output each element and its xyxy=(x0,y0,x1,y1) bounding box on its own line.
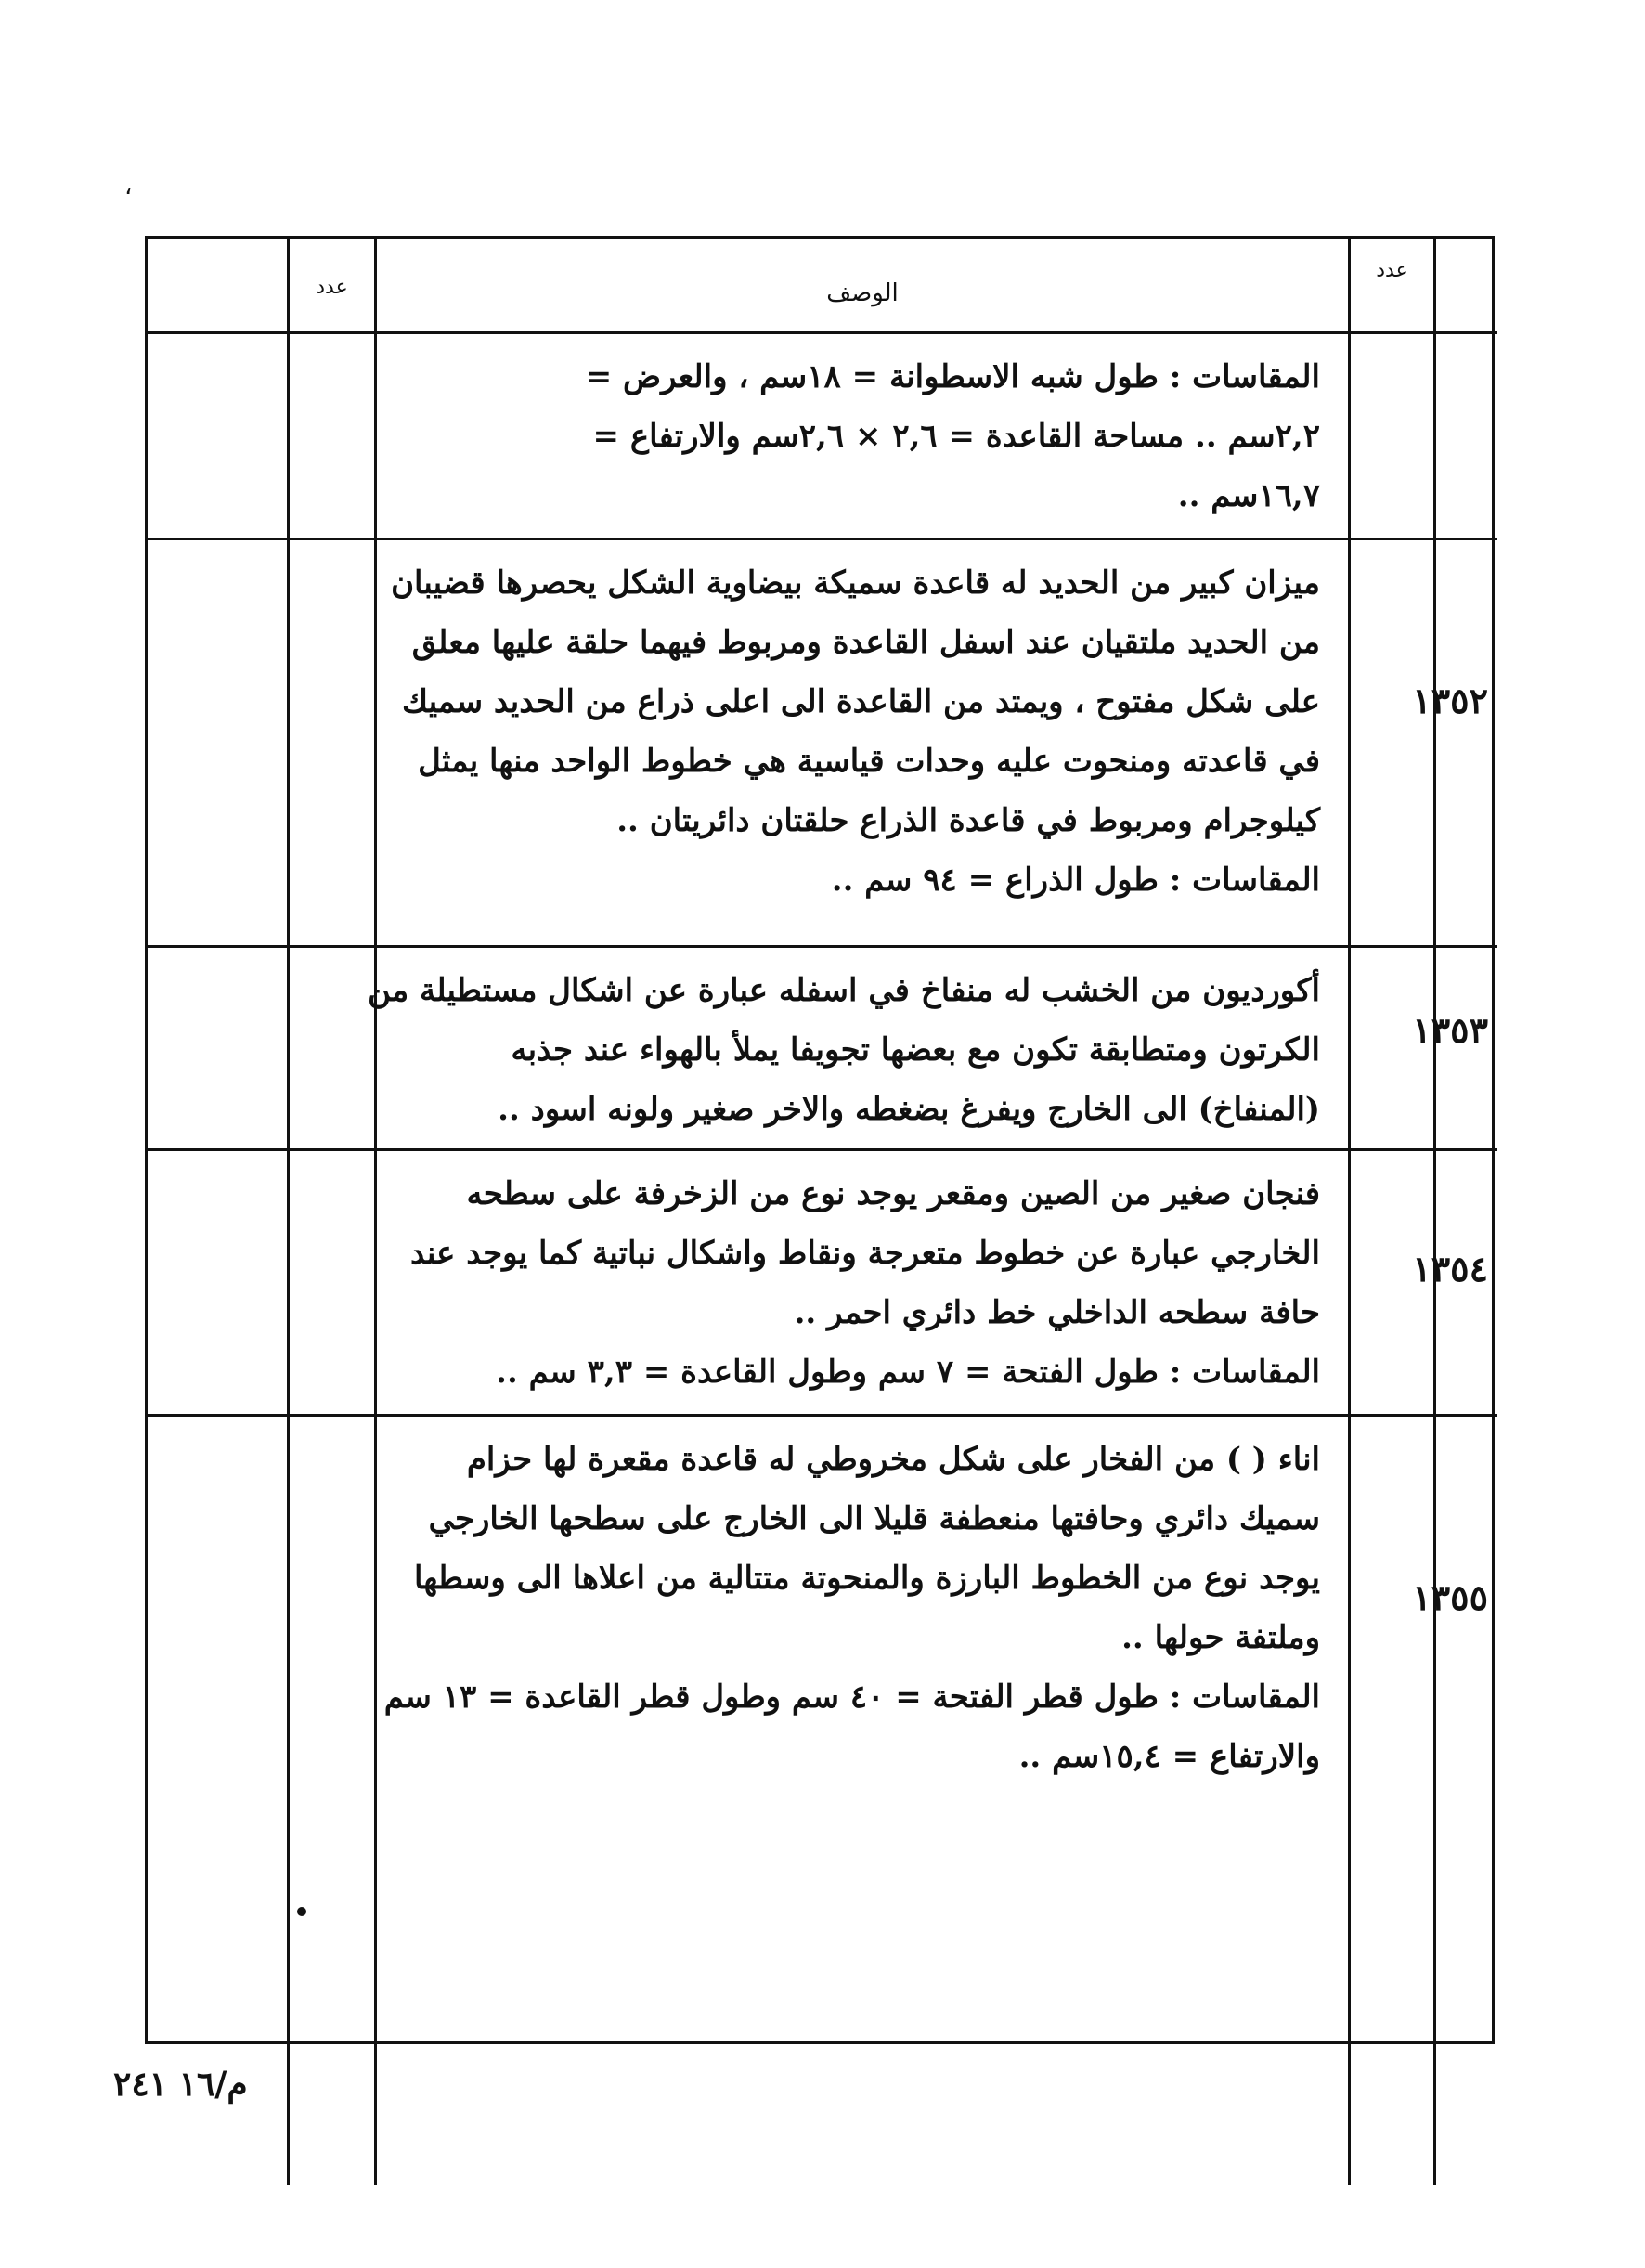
row-4-empty-left xyxy=(148,1148,287,1414)
row-2-line-4: في قاعدته ومنحوت عليه وحدات قياسية هي خطوط الواحد منها يمثل xyxy=(418,743,1320,780)
row-2-line-5: كيلوجرام ومربوط في قاعدة الذراع حلقتان دائريتان .. xyxy=(616,802,1320,839)
header-empty-left xyxy=(148,239,287,331)
row-3-number-cell xyxy=(1412,945,1497,1148)
row-3-number: ١٣٥٣ xyxy=(1412,1009,1488,1051)
row-1-number-cell xyxy=(1433,331,1497,538)
row-5-line-1: اناء ( ) من الفخار على شكل مخروطي له قاعدة مقعرة لها حزام xyxy=(466,1441,1320,1478)
catalog-table xyxy=(145,236,1495,2044)
row-2-line-2: من الحديد ملتقيان عند اسفل القاعدة ومربوط فيهما حلقة عليها معلق xyxy=(411,624,1320,661)
row-2-count-right xyxy=(1348,538,1433,945)
stray-dot xyxy=(297,1907,306,1916)
row-2-number: ١٣٥٢ xyxy=(1412,680,1488,721)
row-4-line-2: الخارجي عبارة عن خطوط متعرجة ونقاط واشكال نباتية كما يوجد عند xyxy=(410,1235,1320,1272)
row-5-count-left xyxy=(287,1414,374,2185)
row-4-count-left xyxy=(287,1148,374,1414)
header-count-right-cell xyxy=(1348,239,1433,331)
row-5-line-6: والارتفاع = ١٥,٤سم .. xyxy=(1018,1738,1320,1775)
header-count-left: عدد xyxy=(316,276,348,299)
row-3-line-3: (المنفاخ) الى الخارج ويفرغ بضغطه والاخر صغير ولونه اسود .. xyxy=(498,1091,1320,1128)
row-5-description xyxy=(374,1414,1348,2185)
row-1-line-2: ٢,٢سم .. مساحة القاعدة = ٢,٦ × ٢,٦سم والارتفاع = xyxy=(592,418,1320,455)
row-2-empty-left xyxy=(148,538,287,945)
row-5-number-cell xyxy=(1412,1414,1497,2185)
row-5-number: ١٣٥٥ xyxy=(1412,1576,1488,1618)
row-5-count-right xyxy=(1348,1414,1433,2185)
row-1-description xyxy=(374,331,1348,538)
row-4-line-4: المقاسات : طول الفتحة = ٧ سم وطول القاعدة = ٣,٣ سم .. xyxy=(496,1354,1320,1391)
row-5-line-2: سميك دائري وحافتها منعطفة قليلا الى الخارج على سطحها الخارجي xyxy=(428,1500,1320,1537)
row-5-line-4: وملتفة حولها .. xyxy=(1121,1619,1320,1656)
row-2-number-cell xyxy=(1412,538,1497,945)
row-4-description xyxy=(374,1148,1348,1414)
row-1-empty-left xyxy=(148,331,287,538)
row-3-line-1: أكورديون من الخشب له منفاخ في اسفله عبارة عن اشكال مستطيلة من xyxy=(368,972,1320,1009)
header-number-cell xyxy=(1433,239,1497,331)
row-2-line-3: على شكل مفتوح ، ويمتد من القاعدة الى اعلى ذراع من الحديد سميك xyxy=(402,683,1320,720)
header-count-right: عدد xyxy=(1376,259,1408,282)
row-1-count-right xyxy=(1348,331,1433,538)
row-1-line-1: المقاسات : طول شبه الاسطوانة = ١٨سم ، والعرض = xyxy=(585,358,1320,395)
row-3-description xyxy=(368,945,1348,1148)
row-4-number: ١٣٥٤ xyxy=(1412,1248,1488,1290)
row-1-line-3: ١٦,٧سم .. xyxy=(1177,477,1320,514)
row-2-line-1: ميزان كبير من الحديد له قاعدة سميكة بيضاوية الشكل يحصرها قضيبان xyxy=(391,564,1320,602)
row-5-line-3: يوجد نوع من الخطوط البارزة والمنحوتة متتالية من اعلاها الى وسطها xyxy=(413,1560,1320,1597)
row-2-description xyxy=(374,538,1348,945)
row-3-line-2: الكرتون ومتطابقة تكون مع بعضها تجويفا يملأ بالهواء عند جذبه xyxy=(511,1031,1320,1069)
row-2-line-6: المقاسات : طول الذراع = ٩٤ سم .. xyxy=(831,862,1320,899)
header-description: الوصف xyxy=(826,279,899,307)
page-number: م/١٦ ٢٤١ xyxy=(113,2065,248,2104)
row-5-line-5: المقاسات : طول قطر الفتحة = ٤٠ سم وطول قطر القاعدة = ١٣ سم xyxy=(383,1678,1320,1716)
row-3-count-left xyxy=(287,945,374,1148)
header-description-cell xyxy=(374,239,1348,331)
row-3-empty-left xyxy=(148,945,287,1148)
row-1-count-left xyxy=(287,331,374,538)
row-4-number-cell xyxy=(1412,1148,1497,1414)
stray-mark: ، xyxy=(124,173,133,201)
row-4-line-3: حافة سطحه الداخلي خط دائري احمر .. xyxy=(794,1294,1320,1331)
header-count-left-cell xyxy=(287,239,374,331)
row-2-count-left xyxy=(287,538,374,945)
row-4-line-1: فنجان صغير من الصين ومقعر يوجد نوع من الزخرفة على سطحه xyxy=(466,1175,1320,1212)
